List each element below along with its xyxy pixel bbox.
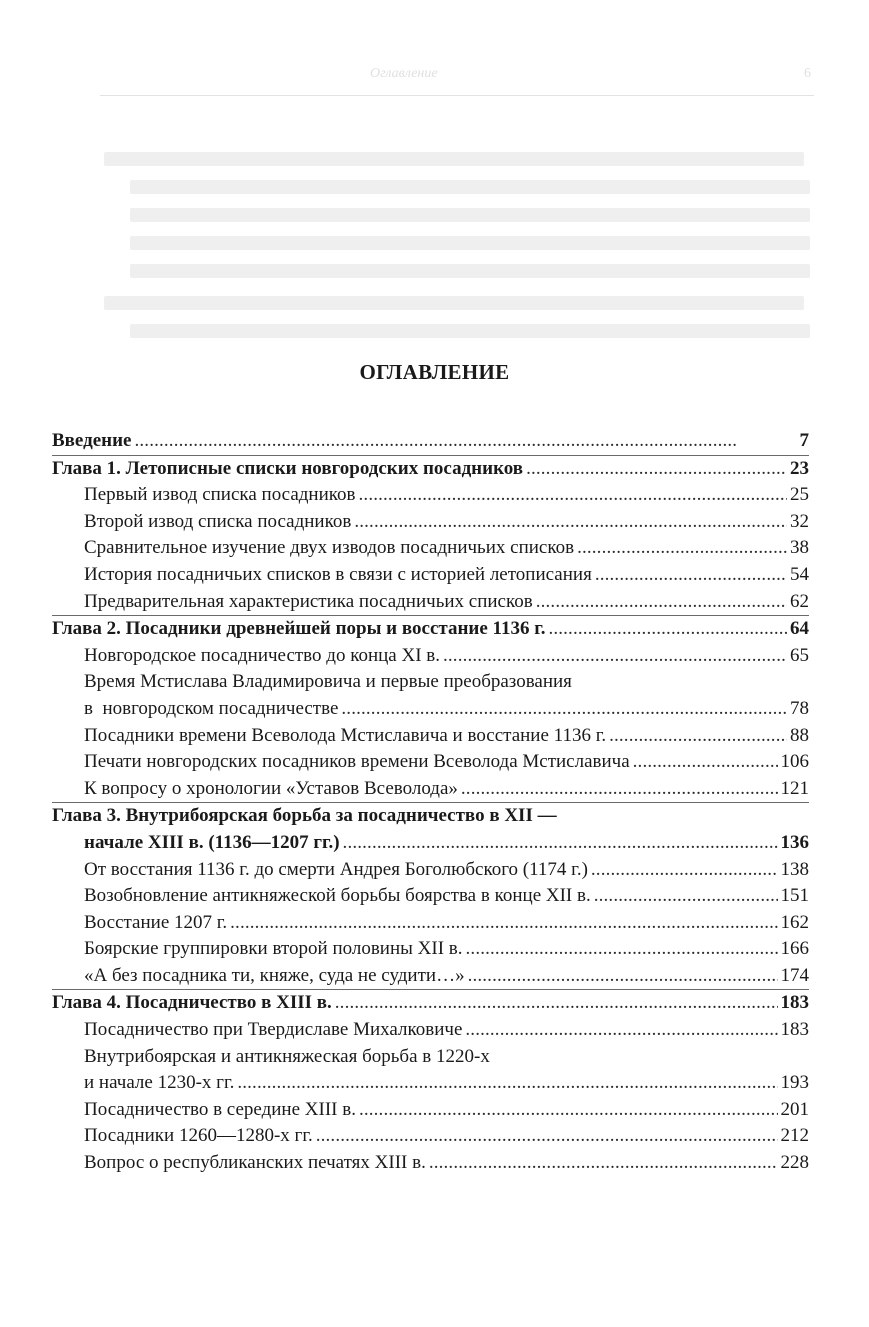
dot-leader [591, 857, 778, 884]
toc-entry-page: 183 [780, 992, 809, 1014]
dot-leader [548, 616, 787, 643]
toc-entry-title: К вопросу о хронологии «Уставов Всеволода» [84, 777, 458, 799]
toc-entry-title: Боярские группировки второй половины XII в. [84, 938, 463, 960]
toc-entry-title: Глава 4. Посадничество в XIII в. [52, 992, 332, 1014]
toc-entry-title: Посадничество при Твердиславе Михалковиче [84, 1019, 463, 1041]
toc-entry-page: 106 [780, 751, 809, 773]
toc-entry-title: Вопрос о республиканских печатях XIII в. [84, 1152, 426, 1174]
toc-entry-page: 7 [799, 430, 809, 451]
toc-entry-page: 62 [790, 590, 809, 612]
toc-entry-title: Внутрибоярская и антикняжеская борьба в 1220-х [84, 1045, 490, 1067]
chapter-divider [52, 455, 809, 456]
toc-chapter-1[interactable] [52, 456, 809, 483]
dot-leader [335, 990, 778, 1017]
toc-entry-page: 78 [790, 697, 809, 719]
toc-entry-title: Посадники 1260—1280-х гг. [84, 1125, 313, 1147]
toc-entry-title: Посадники времени Всеволода Мстиславича и восстание 1136 г. [84, 724, 607, 746]
toc-entry-page: 54 [790, 563, 809, 585]
toc-section-line2[interactable] [52, 696, 809, 723]
toc-entry-title: Время Мстислава Владимировича и первые преобразования [84, 671, 572, 693]
toc-entry-page: 201 [780, 1098, 809, 1120]
toc-section[interactable] [52, 857, 809, 884]
toc-section[interactable] [52, 963, 809, 990]
dot-leader [633, 749, 778, 776]
toc-entry-title: Глава 3. Внутрибоярская борьба за посадничество в XII — [52, 805, 557, 827]
dot-leader [359, 482, 787, 509]
dot-leader [343, 830, 778, 857]
toc-entry-page: 121 [780, 777, 809, 799]
toc-entry-page: 88 [790, 724, 809, 746]
toc-entry-intro[interactable] [52, 428, 809, 455]
toc-section[interactable] [52, 589, 809, 616]
toc-entry-title: «А без посадника ти, княже, суда не судити…» [84, 964, 465, 986]
toc-section[interactable] [52, 749, 809, 776]
toc-entry-title: Печати новгородских посадников времени Всеволода Мстиславича [84, 751, 630, 773]
toc-entry-title-continued: в новгородском посадничестве [84, 697, 339, 719]
toc-chapter-3-line1[interactable] [52, 803, 809, 830]
toc-entry-title: Первый извод списка посадников [84, 484, 356, 506]
toc-section[interactable] [52, 1123, 809, 1150]
toc-section[interactable] [52, 509, 809, 536]
toc-entry-title: Новгородское посадничество до конца XI в. [84, 644, 440, 666]
toc-entry-title-continued: начале XIII в. (1136—1207 гг.) [84, 831, 340, 853]
toc-entry-page: 162 [780, 911, 809, 933]
dot-leader [594, 883, 778, 910]
chapter-divider [52, 615, 809, 616]
toc-section[interactable] [52, 910, 809, 937]
toc-section[interactable] [52, 936, 809, 963]
dot-leader [237, 1070, 777, 1097]
toc-section[interactable] [52, 883, 809, 910]
toc-chapter-3-line2[interactable] [52, 830, 809, 857]
toc-entry-title: Второй извод списка посадников [84, 510, 352, 532]
toc-entry-page: 193 [780, 1072, 809, 1094]
dot-leader [135, 428, 797, 455]
toc-entry-page: 174 [780, 964, 809, 986]
toc-entry-title: Сравнительное изучение двух изводов посадничьих списков [84, 537, 575, 559]
toc-entry-title: От восстания 1136 г. до смерти Андрея Боголюбского (1174 г.) [84, 858, 588, 880]
toc-entry-title: Глава 2. Посадники древнейшей поры и восстание 1136 г. [52, 618, 546, 640]
dot-leader [577, 535, 787, 562]
dot-leader [230, 910, 777, 937]
toc-section-line1[interactable] [52, 669, 809, 696]
dot-leader [526, 456, 787, 483]
dot-leader [468, 963, 778, 990]
toc-entry-page: 32 [790, 510, 809, 532]
toc-section[interactable] [52, 535, 809, 562]
toc-entry-page: 166 [780, 938, 809, 960]
table-of-contents [52, 428, 809, 1177]
toc-entry-page: 151 [780, 885, 809, 907]
toc-chapter-2[interactable] [52, 616, 809, 643]
dot-leader [354, 509, 787, 536]
dot-leader [341, 696, 787, 723]
toc-section-line1[interactable] [52, 1044, 809, 1071]
bleed-through-background: Оглавление 6 [0, 0, 869, 1327]
toc-entry-title: Предварительная характеристика посадничьих списков [84, 590, 533, 612]
page-title: ОГЛАВЛЕНИЕ [359, 360, 510, 384]
toc-entry-page: 212 [780, 1125, 809, 1147]
dot-leader [536, 589, 787, 616]
toc-section[interactable] [52, 723, 809, 750]
toc-entry-title: Возобновление антикняжеской борьбы боярства в конце XII в. [84, 885, 591, 907]
toc-entry-page: 228 [780, 1152, 809, 1174]
chapter-divider [52, 802, 809, 803]
toc-entry-page: 138 [780, 858, 809, 880]
toc-section[interactable] [52, 1150, 809, 1177]
toc-section[interactable] [52, 776, 809, 803]
toc-section-line2[interactable] [52, 1070, 809, 1097]
dot-leader [465, 1017, 777, 1044]
toc-entry-title: Введение [52, 430, 132, 451]
toc-entry-title-continued: и начале 1230-х гг. [84, 1072, 235, 1094]
toc-entry-page: 23 [790, 457, 809, 479]
dot-leader [466, 936, 778, 963]
dot-leader [316, 1123, 778, 1150]
toc-entry-title: Глава 1. Летописные списки новгородских посадников [52, 457, 524, 479]
dot-leader [429, 1150, 778, 1177]
toc-entry-title: Посадничество в середине XIII в. [84, 1098, 356, 1120]
toc-entry-page: 64 [790, 618, 809, 640]
toc-section[interactable] [52, 1097, 809, 1124]
toc-entry-title: История посадничьих списков в связи с историей летописания [84, 563, 592, 585]
dot-leader [461, 776, 778, 803]
toc-entry-page: 65 [790, 644, 809, 666]
toc-entry-page: 183 [780, 1019, 809, 1041]
dot-leader [443, 643, 787, 670]
dot-leader [359, 1097, 778, 1124]
dot-leader [595, 562, 787, 589]
toc-section[interactable] [52, 482, 809, 509]
toc-entry-page: 25 [790, 484, 809, 506]
toc-entry-page: 136 [780, 831, 809, 853]
chapter-divider [52, 989, 809, 990]
toc-entry-page: 38 [790, 537, 809, 559]
toc-entry-title: Восстание 1207 г. [84, 911, 228, 933]
toc-chapter-4[interactable] [52, 990, 809, 1017]
toc-section[interactable] [52, 643, 809, 670]
dot-leader [609, 723, 787, 750]
toc-section[interactable] [52, 1017, 809, 1044]
toc-section[interactable] [52, 562, 809, 589]
